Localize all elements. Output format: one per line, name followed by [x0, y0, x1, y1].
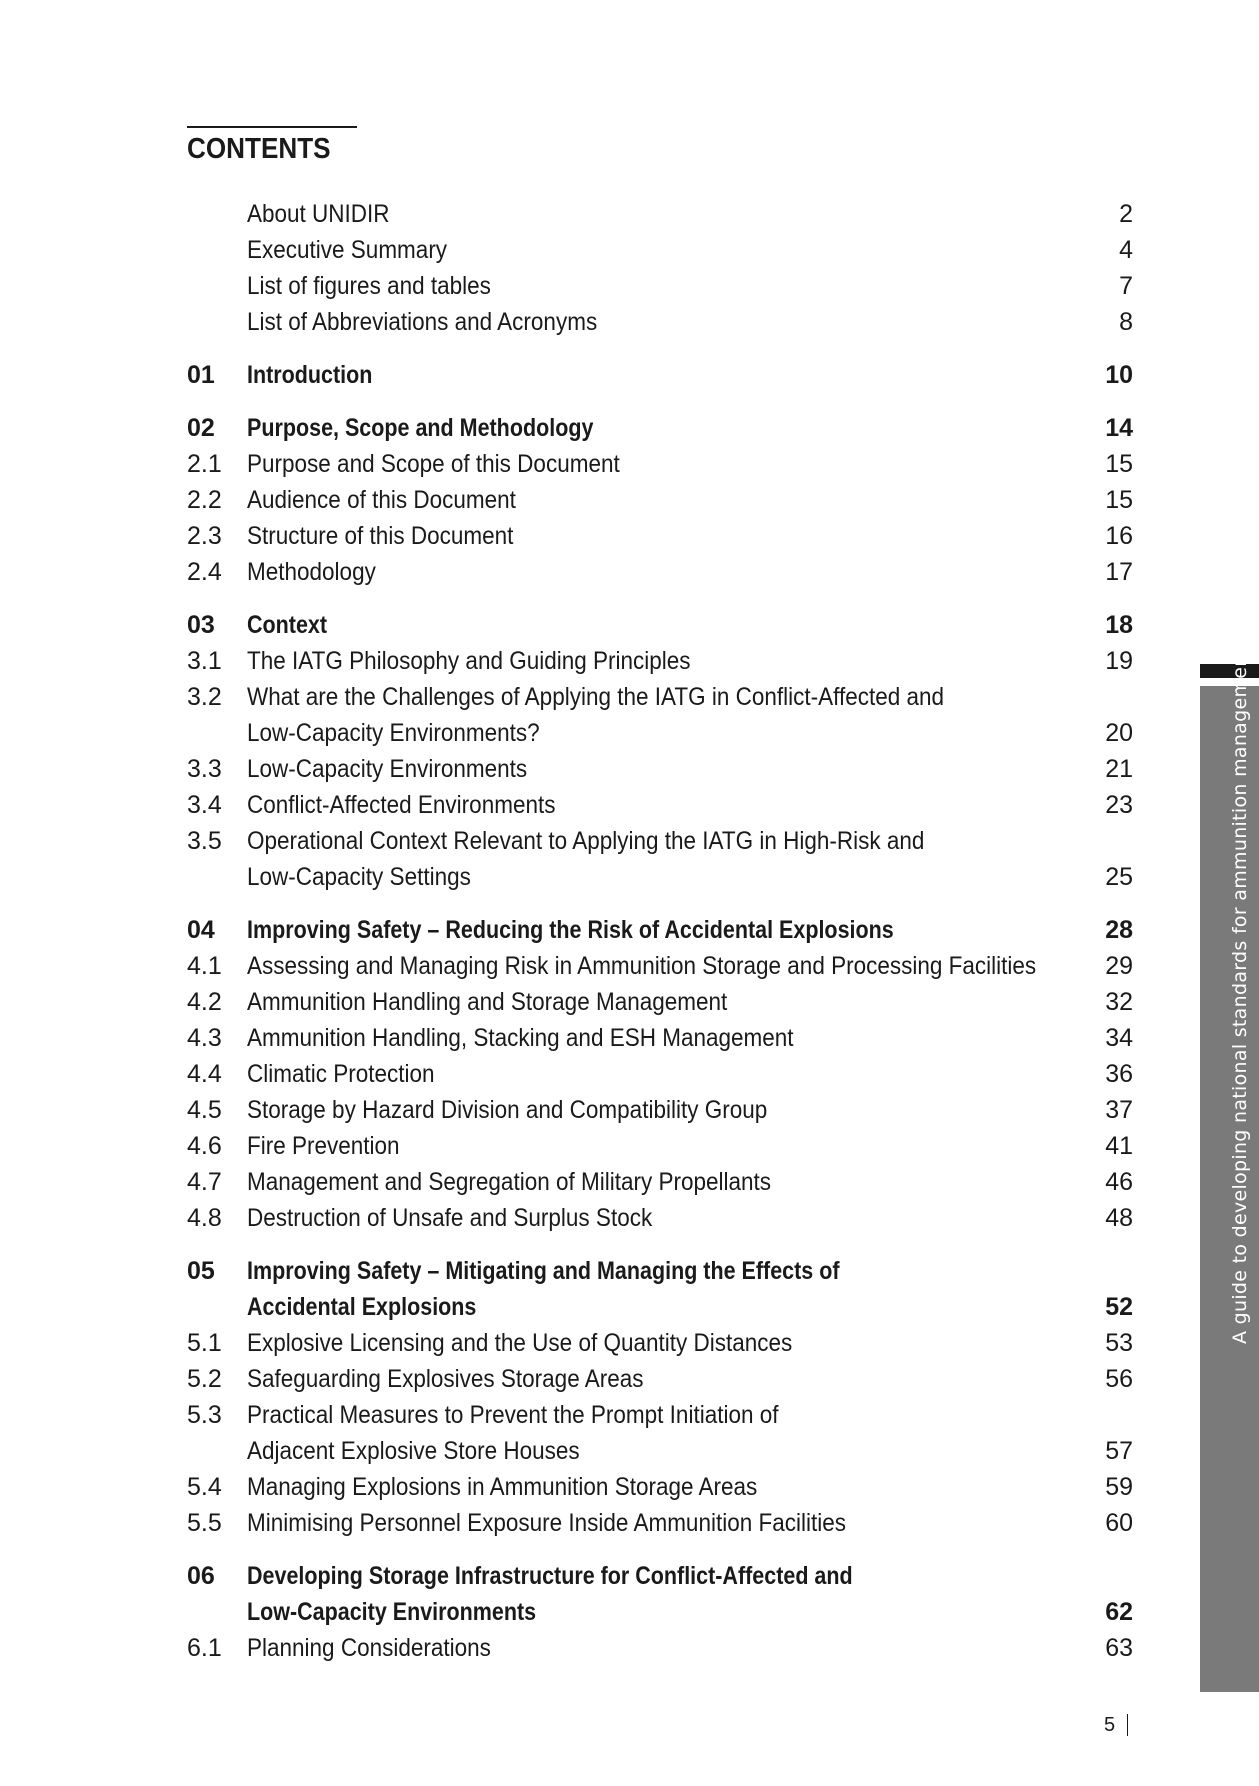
toc-entry-row[interactable] — [187, 1092, 1133, 1128]
toc-entry-page: 2 — [1119, 200, 1133, 228]
toc-entry-row[interactable] — [187, 268, 1133, 304]
toc-entry-page: 29 — [1105, 952, 1133, 980]
toc-entry-title: Climatic Protection — [247, 1060, 435, 1088]
toc-entry-page: 20 — [1105, 719, 1133, 747]
toc-entry-row[interactable] — [187, 787, 1133, 823]
toc-entry-number: 3.3 — [187, 755, 222, 783]
toc-entry-title: Conflict-Affected Environments — [247, 791, 556, 819]
toc-entry-title: Destruction of Unsafe and Surplus Stock — [247, 1204, 653, 1232]
toc-entry-title: Purpose, Scope and Methodology — [247, 414, 594, 442]
toc-chapter-row[interactable] — [187, 1594, 1133, 1630]
toc-entry-number: 5.2 — [187, 1365, 222, 1393]
toc-entry-title: Operational Context Relevant to Applying the IATG in High-Risk and — [247, 827, 925, 855]
toc-entry-number: 4.1 — [187, 952, 222, 980]
toc-entry-title: Explosive Licensing and the Use of Quantity Distances — [247, 1329, 793, 1357]
toc-entry-number: 02 — [187, 414, 215, 442]
toc-entry-row[interactable] — [187, 304, 1133, 340]
toc-entry-number: 4.5 — [187, 1096, 222, 1124]
toc-chapter-row[interactable] — [187, 410, 1133, 446]
toc-entry-title: Management and Segregation of Military Propellants — [247, 1168, 772, 1196]
toc-entry-number: 5.5 — [187, 1509, 222, 1537]
toc-entry-row[interactable] — [187, 1128, 1133, 1164]
toc-entry-title: Fire Prevention — [247, 1132, 400, 1160]
toc-entry-number: 2.1 — [187, 450, 222, 478]
toc-entry-row[interactable] — [187, 643, 1133, 679]
toc-entry-row[interactable] — [187, 1505, 1133, 1541]
toc-entry-number: 2.2 — [187, 486, 222, 514]
toc-entry-title: What are the Challenges of Applying the IATG in Conflict-Affected and — [247, 683, 945, 711]
toc-entry-title: Adjacent Explosive Store Houses — [247, 1437, 580, 1465]
toc-entry-page: 15 — [1105, 450, 1133, 478]
toc-entry-number: 5.4 — [187, 1473, 222, 1501]
toc-entry-number: 06 — [187, 1562, 215, 1590]
toc-entry-title: About UNIDIR — [247, 200, 390, 228]
toc-entry-number: 2.3 — [187, 522, 222, 550]
page-title: CONTENTS — [187, 133, 331, 165]
toc-entry-number: 05 — [187, 1257, 215, 1285]
toc-entry-title: Ammunition Handling, Stacking and ESH Management — [247, 1024, 794, 1052]
toc-entry-number: 03 — [187, 611, 215, 639]
toc-entry-title: Developing Storage Infrastructure for Conflict-Affected and — [247, 1562, 853, 1590]
toc-gap — [187, 340, 1133, 357]
toc-entry-title: Methodology — [247, 558, 376, 586]
toc-entry-row[interactable] — [187, 1630, 1133, 1666]
toc-entry-page: 15 — [1105, 486, 1133, 514]
toc-entry-page: 14 — [1105, 414, 1133, 442]
toc-entry-page: 46 — [1105, 1168, 1133, 1196]
toc-entry-number: 5.1 — [187, 1329, 222, 1357]
toc-entry-page: 48 — [1105, 1204, 1133, 1232]
toc-entry-page: 4 — [1119, 236, 1133, 264]
toc-entry-page: 23 — [1105, 791, 1133, 819]
toc-entry-number: 04 — [187, 916, 215, 944]
side-tab-text: A guide to developing national standards for ammunition managemen — [1229, 654, 1251, 1344]
toc-entry-title: Planning Considerations — [247, 1634, 491, 1662]
toc-entry-page: 34 — [1105, 1024, 1133, 1052]
toc-entry-title: Improving Safety – Mitigating and Managing the Effects of — [247, 1257, 840, 1285]
toc-entry-title: Managing Explosions in Ammunition Storage Areas — [247, 1473, 758, 1501]
toc-entry-page: 60 — [1105, 1509, 1133, 1537]
toc-entry-title: Practical Measures to Prevent the Prompt Initiation of — [247, 1401, 779, 1429]
toc-gap — [187, 895, 1133, 912]
toc-entry-row[interactable] — [187, 1056, 1133, 1092]
toc-entry-title: Ammunition Handling and Storage Management — [247, 988, 728, 1016]
toc-entry-page: 8 — [1119, 308, 1133, 336]
toc-entry-page: 36 — [1105, 1060, 1133, 1088]
toc-entry-title: Storage by Hazard Division and Compatibility Group — [247, 1096, 768, 1124]
toc-entry-number: 2.4 — [187, 558, 222, 586]
toc-entry-title: Assessing and Managing Risk in Ammunition Storage and Processing Facilities — [247, 952, 1037, 980]
page-number: 5 — [1104, 1714, 1116, 1736]
toc-entry-number: 4.6 — [187, 1132, 222, 1160]
toc-entry-row[interactable] — [187, 715, 1133, 751]
toc-entry-number: 6.1 — [187, 1634, 222, 1662]
toc-entry-number: 4.7 — [187, 1168, 222, 1196]
toc-entry-number: 4.8 — [187, 1204, 222, 1232]
table-of-contents — [187, 196, 1133, 1666]
toc-entry-page: 56 — [1105, 1365, 1133, 1393]
toc-entry-row[interactable] — [187, 751, 1133, 787]
toc-entry-page: 41 — [1105, 1132, 1133, 1160]
toc-entry-page: 62 — [1105, 1598, 1133, 1626]
toc-entry-title: Low-Capacity Environments — [247, 755, 528, 783]
toc-entry-page: 25 — [1105, 863, 1133, 891]
heading-rule — [187, 126, 357, 128]
toc-chapter-row[interactable] — [187, 912, 1133, 948]
toc-entry-row[interactable] — [187, 1164, 1133, 1200]
toc-chapter-row[interactable] — [187, 1253, 1133, 1289]
toc-entry-row[interactable] — [187, 1433, 1133, 1469]
toc-entry-page: 37 — [1105, 1096, 1133, 1124]
toc-entry-title: Structure of this Document — [247, 522, 514, 550]
toc-entry-row[interactable] — [187, 948, 1133, 984]
toc-entry-page: 28 — [1105, 916, 1133, 944]
toc-entry-row[interactable] — [187, 984, 1133, 1020]
toc-entry-title: Minimising Personnel Exposure Inside Ammunition Facilities — [247, 1509, 847, 1537]
toc-entry-title: Safeguarding Explosives Storage Areas — [247, 1365, 644, 1393]
toc-entry-row[interactable] — [187, 823, 1133, 859]
toc-entry-row[interactable] — [187, 482, 1133, 518]
toc-entry-page: 17 — [1105, 558, 1133, 586]
toc-entry-row[interactable] — [187, 554, 1133, 590]
toc-entry-row[interactable] — [187, 446, 1133, 482]
toc-entry-row[interactable] — [187, 1361, 1133, 1397]
toc-entry-row[interactable] — [187, 679, 1133, 715]
toc-entry-page: 57 — [1105, 1437, 1133, 1465]
toc-entry-title: List of Abbreviations and Acronyms — [247, 308, 598, 336]
toc-gap — [187, 1236, 1133, 1253]
toc-entry-title: Executive Summary — [247, 236, 448, 264]
toc-chapter-row[interactable] — [187, 607, 1133, 643]
toc-entry-row[interactable] — [187, 1020, 1133, 1056]
toc-entry-page: 18 — [1105, 611, 1133, 639]
toc-entry-row[interactable] — [187, 196, 1133, 232]
toc-chapter-row[interactable] — [187, 357, 1133, 393]
toc-chapter-row[interactable] — [187, 1558, 1133, 1594]
toc-gap — [187, 1541, 1133, 1558]
toc-gap — [187, 590, 1133, 607]
toc-chapter-row[interactable] — [187, 1289, 1133, 1325]
toc-entry-row[interactable] — [187, 1469, 1133, 1505]
toc-entry-page: 53 — [1105, 1329, 1133, 1357]
toc-entry-page: 59 — [1105, 1473, 1133, 1501]
toc-entry-number: 5.3 — [187, 1401, 222, 1429]
toc-entry-number: 01 — [187, 361, 215, 389]
toc-entry-title: Low-Capacity Environments — [247, 1598, 537, 1626]
toc-entry-title: List of figures and tables — [247, 272, 491, 300]
toc-gap — [187, 393, 1133, 410]
toc-entry-number: 3.1 — [187, 647, 222, 675]
toc-entry-page: 32 — [1105, 988, 1133, 1016]
toc-entry-number: 4.3 — [187, 1024, 222, 1052]
toc-entry-title: The IATG Philosophy and Guiding Principles — [247, 647, 691, 675]
toc-entry-row[interactable] — [187, 232, 1133, 268]
toc-entry-number: 4.2 — [187, 988, 222, 1016]
toc-entry-page: 19 — [1105, 647, 1133, 675]
toc-entry-row[interactable] — [187, 1397, 1133, 1433]
toc-entry-number: 3.2 — [187, 683, 222, 711]
toc-entry-page: 16 — [1105, 522, 1133, 550]
toc-entry-title: Low-Capacity Settings — [247, 863, 471, 891]
toc-entry-number: 3.5 — [187, 827, 222, 855]
toc-entry-title: Purpose and Scope of this Document — [247, 450, 620, 478]
toc-entry-row[interactable] — [187, 1200, 1133, 1236]
toc-entry-page: 63 — [1105, 1634, 1133, 1662]
toc-entry-title: Low-Capacity Environments? — [247, 719, 540, 747]
toc-entry-page: 10 — [1105, 361, 1133, 389]
toc-entry-title: Context — [247, 611, 328, 639]
toc-entry-title: Introduction — [247, 361, 373, 389]
toc-entry-row[interactable] — [187, 1325, 1133, 1361]
toc-entry-title: Accidental Explosions — [247, 1293, 477, 1321]
toc-entry-title: Audience of this Document — [247, 486, 516, 514]
toc-entry-number: 3.4 — [187, 791, 222, 819]
toc-entry-page: 52 — [1105, 1293, 1133, 1321]
toc-entry-page: 21 — [1105, 755, 1133, 783]
toc-entry-title: Improving Safety – Reducing the Risk of Accidental Explosions — [247, 916, 894, 944]
toc-entry-row[interactable] — [187, 518, 1133, 554]
toc-entry-row[interactable] — [187, 859, 1133, 895]
toc-entry-number: 4.4 — [187, 1060, 222, 1088]
page-number-separator — [1127, 1714, 1128, 1736]
toc-entry-page: 7 — [1119, 272, 1133, 300]
